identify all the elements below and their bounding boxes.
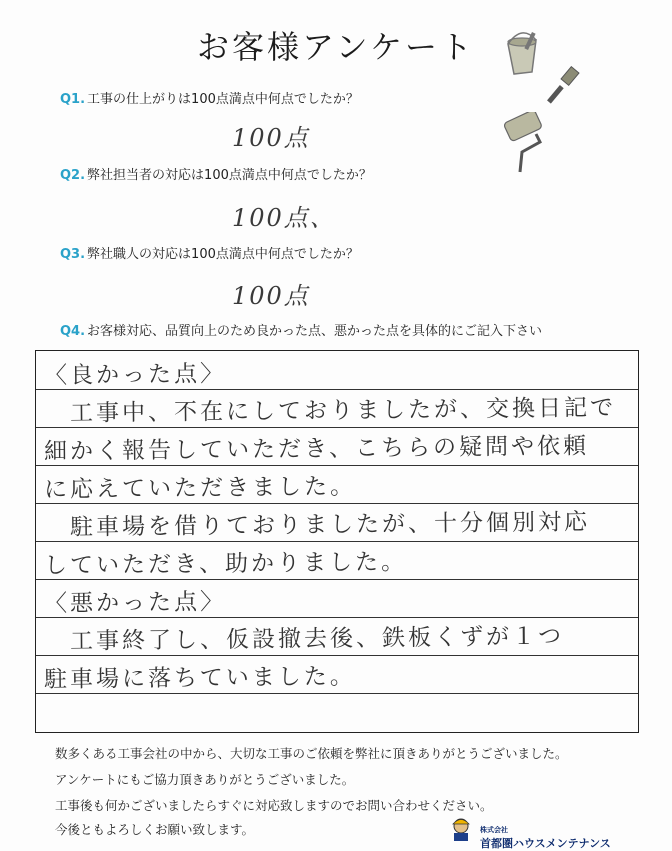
comment-line: 駐車場に落ちていました。	[43, 663, 356, 693]
question-1	[60, 88, 359, 107]
question-text: 弊社担当者の対応は100点満点中何点でしたか？	[87, 168, 372, 183]
comment-line: に応えていただきました。	[43, 473, 357, 503]
answer-3: 100点	[232, 282, 310, 310]
company-logo	[480, 825, 611, 851]
question-text: 工事の仕上がりは100点満点中何点でしたか？	[87, 92, 359, 107]
page-title: お客様アンケート	[196, 28, 476, 66]
question-number: Q1.	[60, 92, 86, 107]
footer-line: アンケートにもご協力頂きありがとうございました。	[55, 772, 355, 787]
question-number: Q3.	[60, 247, 86, 262]
question-text: お客様対応、品質向上のため良かった点、悪かった点を具体的にご記入下さい	[87, 324, 543, 339]
footer-line: 工事後も何かございましたらすぐに対応致しますのでお問い合わせください。	[55, 798, 493, 813]
answer-2: 100点、	[232, 204, 336, 232]
comment-line: 工事中、不在にしておりましたが、交換日記で	[43, 395, 617, 427]
comment-line: 〈悪かった点〉	[43, 589, 227, 617]
paint-bucket-icon	[498, 28, 548, 76]
comment-line: 〈良かった点〉	[43, 361, 227, 389]
question-3	[60, 243, 359, 262]
question-number: Q2.	[60, 168, 86, 183]
comment-line: していただき、助かりました。	[43, 549, 408, 579]
footer-line: 今後ともよろしくお願い致します。	[55, 822, 255, 837]
question-2	[60, 164, 372, 183]
company-name: 首都圏ハウスメンテナンス	[480, 837, 611, 850]
question-number: Q4.	[60, 324, 86, 339]
comment-line: 細かく報告していただき、こちらの疑問や依頼	[43, 433, 590, 465]
question-text: 弊社職人の対応は100点満点中何点でしたか？	[87, 247, 359, 262]
comment-line: 工事終了し、仮設撤去後、鉄板くずが１つ	[43, 623, 565, 655]
question-4	[60, 320, 542, 339]
paint-roller-icon	[492, 112, 548, 176]
divider	[36, 693, 638, 694]
comment-line: 駐車場を借りておりましたが、十分個別対応	[43, 509, 591, 541]
comment-box	[35, 350, 639, 733]
company-prefix: 株式会社	[480, 826, 508, 834]
mascot-icon	[448, 817, 474, 841]
answer-1: 100点	[232, 124, 310, 152]
footer-line: 数多くある工事会社の中から、大切な工事のご依頼を弊社に頂きありがとうございました。	[55, 746, 568, 761]
paint-brush-icon	[545, 66, 585, 106]
